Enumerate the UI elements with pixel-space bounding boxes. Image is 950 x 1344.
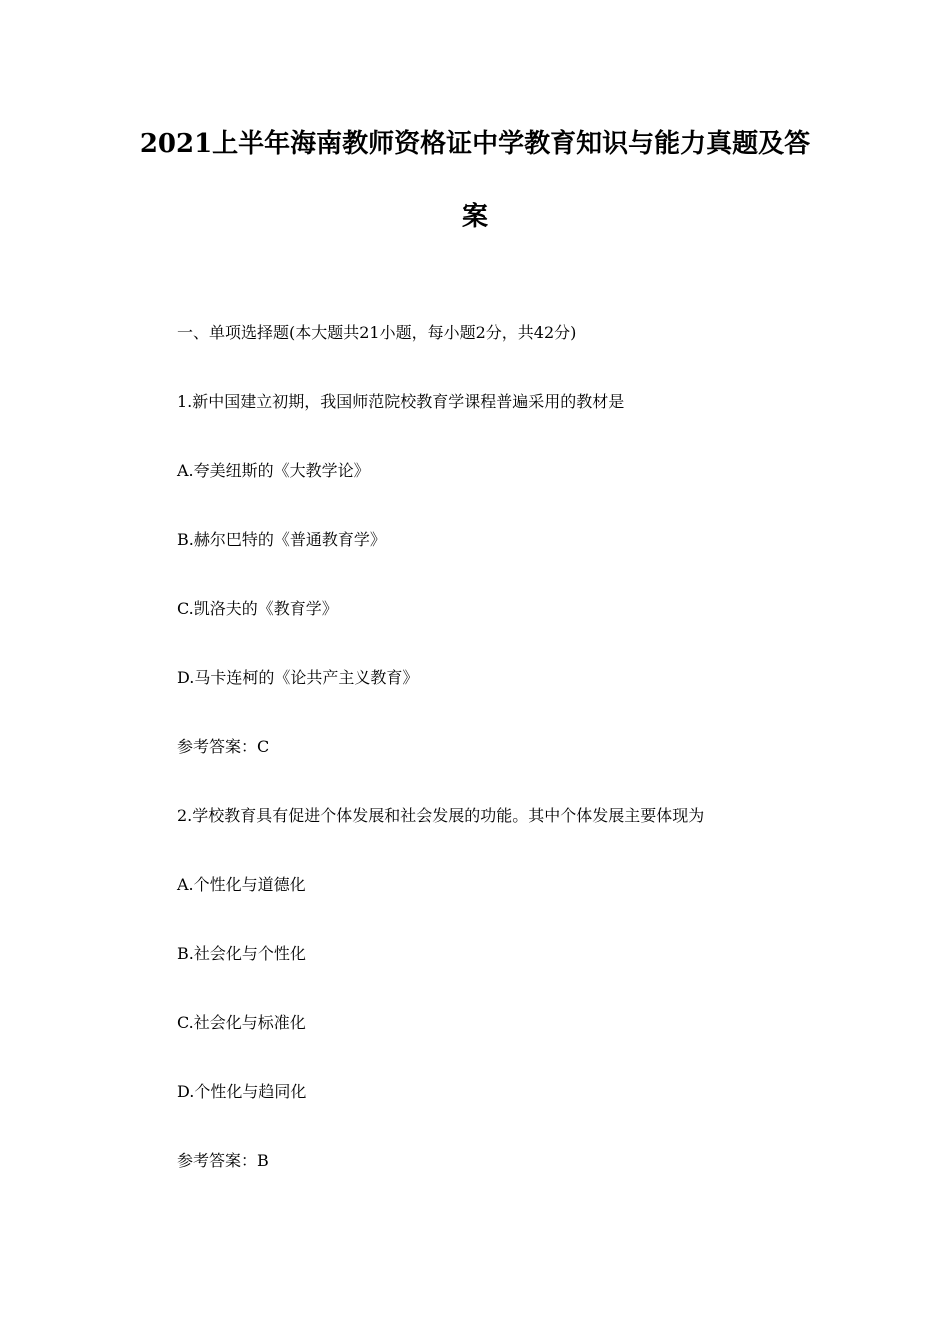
question-2-option-d: D.个性化与趋同化 (177, 1082, 307, 1101)
question-1-answer: 参考答案：C (177, 737, 270, 756)
question-2-option-b: B.社会化与个性化 (177, 944, 306, 963)
question-1-option-b: B.赫尔巴特的《普通教育学》 (177, 530, 386, 549)
section-heading: 一、单项选择题(本大题共21小题，每小题2分，共42分) (177, 323, 577, 342)
question-2-stem: 2.学校教育具有促进个体发展和社会发展的功能。其中个体发展主要体现为 (177, 806, 705, 825)
document-title-line-1: 2021上半年海南教师资格证中学教育知识与能力真题及答 (139, 129, 811, 159)
question-2-option-a: A.个性化与道德化 (177, 875, 306, 894)
question-1-option-a: A.夸美纽斯的《大教学论》 (177, 461, 370, 480)
question-2-answer: 参考答案：B (177, 1151, 269, 1170)
question-1-stem: 1.新中国建立初期，我国师范院校教育学课程普遍采用的教材是 (177, 392, 625, 411)
question-1-option-d: D.马卡连柯的《论共产主义教育》 (177, 668, 419, 687)
question-1-option-c: C.凯洛夫的《教育学》 (177, 599, 338, 618)
question-2-option-c: C.社会化与标准化 (177, 1013, 306, 1032)
document-title-line-2: 案 (461, 202, 488, 232)
